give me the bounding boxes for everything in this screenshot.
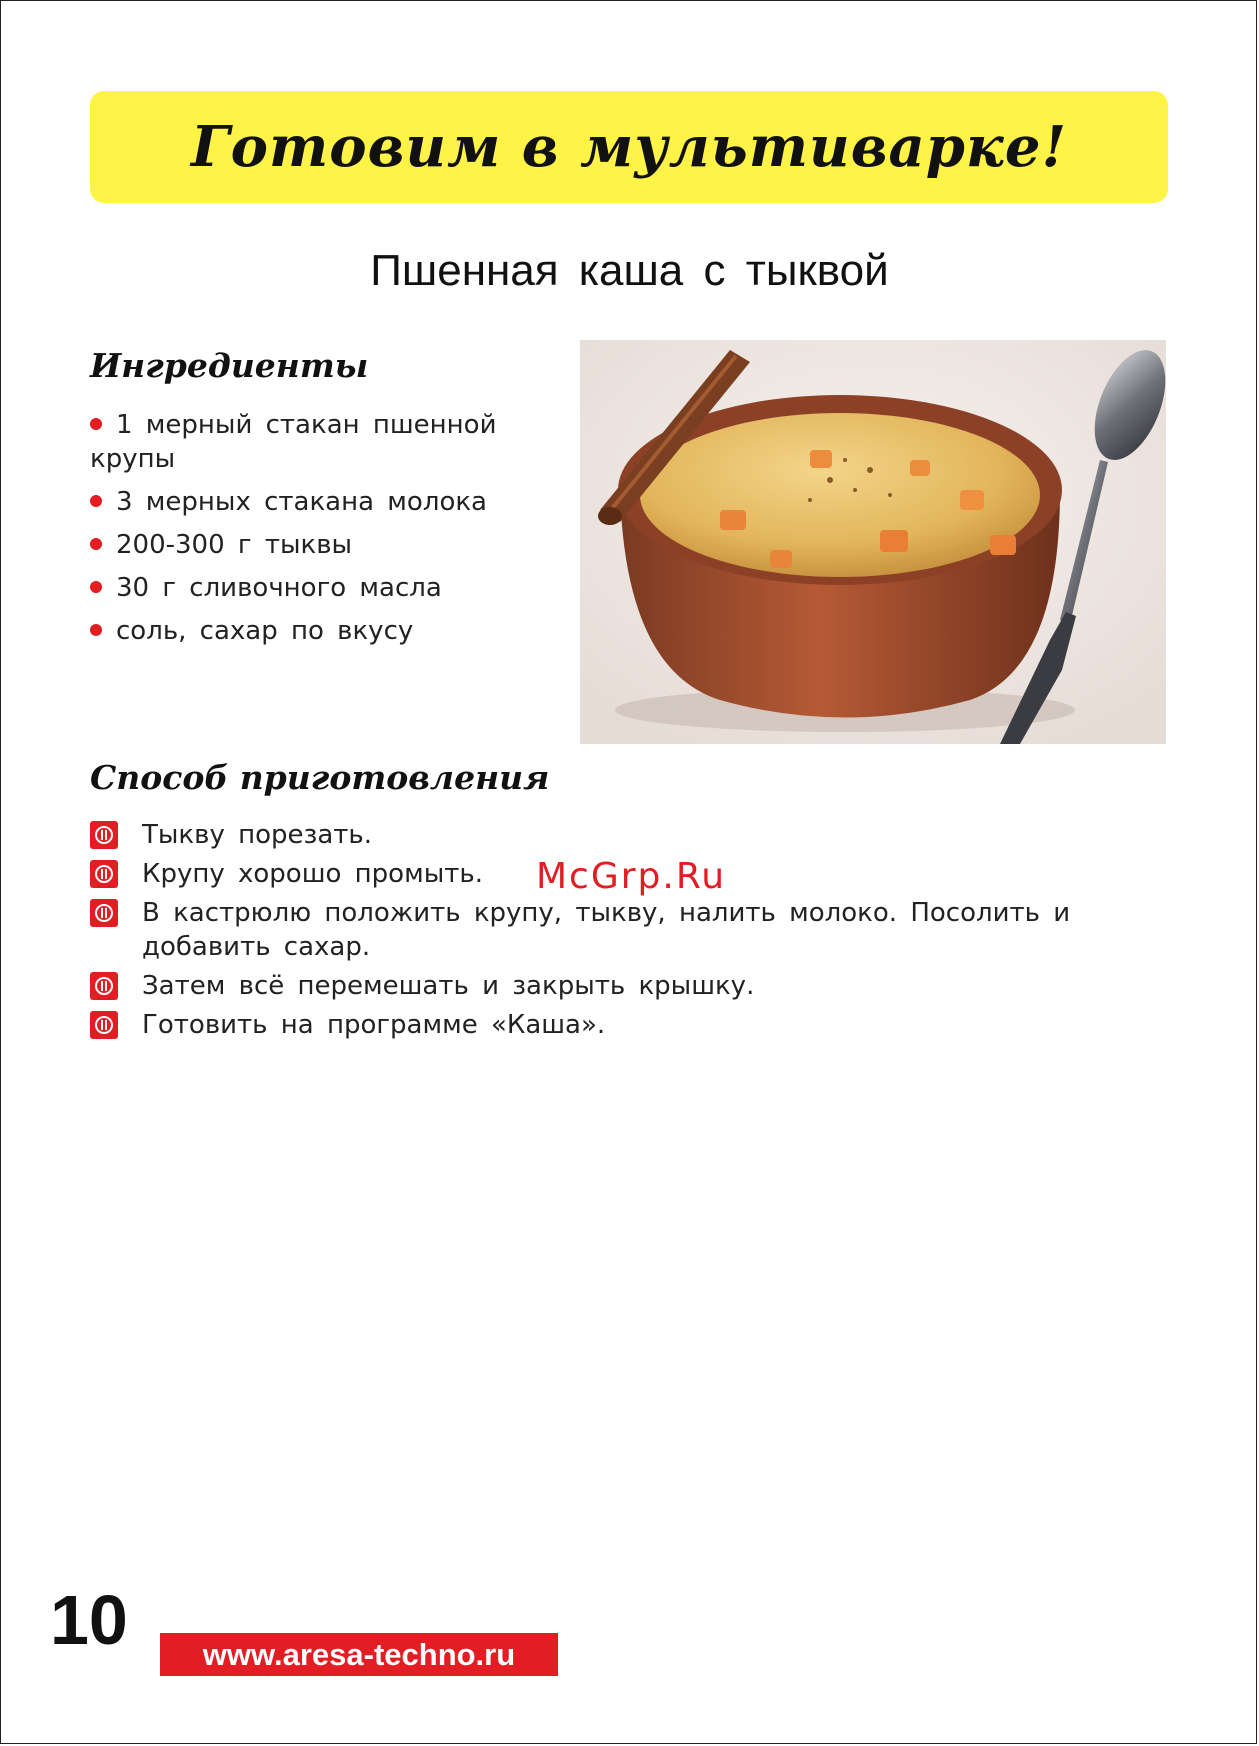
ingredient-item (90, 571, 535, 605)
method-heading: Способ приготовления (90, 758, 550, 797)
website-link[interactable]: www.aresa-techno.ru (160, 1633, 558, 1676)
method-step (90, 896, 1180, 964)
method-step (90, 1008, 1180, 1042)
bullet-dot-icon (90, 581, 102, 593)
cutlery-icon (90, 1011, 118, 1039)
ingredient-text: 1 мерный стакан пшенной крупы (90, 410, 497, 474)
header-banner (90, 91, 1168, 203)
ingredient-text: 3 мерных стакана молока (116, 487, 487, 517)
porridge-bowl-illustration (580, 340, 1166, 744)
bullet-dot-icon (90, 495, 102, 507)
method-step (90, 818, 1180, 852)
cutlery-icon (90, 821, 118, 849)
bullet-dot-icon (90, 418, 102, 430)
step-text: Тыкву порезать. (142, 820, 372, 850)
ingredient-text: 30 г сливочного масла (116, 573, 442, 603)
watermark: McGrp.Ru (536, 856, 727, 897)
bullet-dot-icon (90, 538, 102, 550)
ingredient-item (90, 528, 535, 562)
ingredient-item (90, 408, 535, 476)
cutlery-icon (90, 972, 118, 1000)
ingredients-list (90, 408, 535, 657)
ingredient-text: 200-300 г тыквы (116, 530, 353, 560)
cutlery-icon (90, 860, 118, 888)
ingredient-item (90, 614, 535, 648)
step-text: Готовить на программе «Каша». (142, 1010, 606, 1040)
ingredient-text: соль, сахар по вкусу (116, 616, 414, 646)
banner-title: Готовим в мультиварке! (190, 114, 1068, 180)
step-text: Крупу хорошо промыть. (142, 859, 483, 889)
ingredients-heading: Ингредиенты (90, 346, 369, 385)
dish-photo (580, 340, 1166, 744)
page-number: 10 (50, 1581, 128, 1659)
step-text: В кастрюлю положить крупу, тыкву, налить молоко. Посолить и добавить сахар. (142, 898, 1071, 962)
method-step (90, 969, 1180, 1003)
cutlery-icon (90, 899, 118, 927)
method-steps-list (90, 818, 1180, 1047)
ingredient-item (90, 485, 535, 519)
step-text: Затем всё перемешать и закрыть крышку. (142, 971, 755, 1001)
recipe-title: Пшенная каша с тыквой (370, 246, 889, 295)
bullet-dot-icon (90, 624, 102, 636)
